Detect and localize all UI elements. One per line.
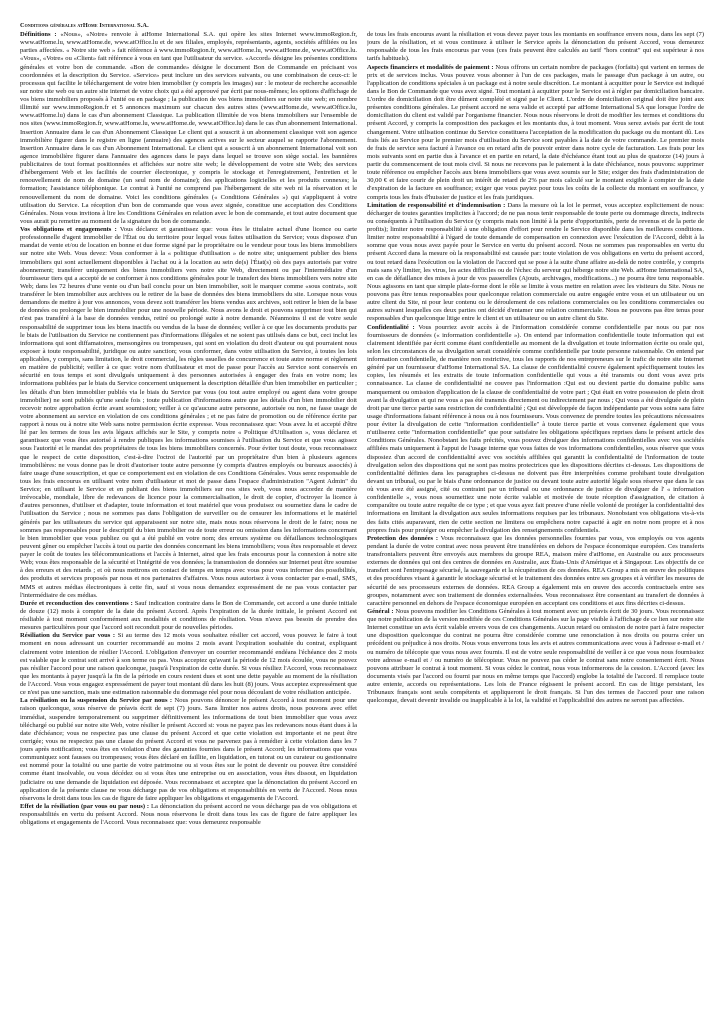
section-heading: La résiliation ou la suspension du Service par nous : xyxy=(20,697,173,705)
section-text: Nous offrons un certain nombre de packages (forfaits) qui varient en termes de prix et de services inclus. Vous pouvez vous abonner à l'un de ces packages, mais le passage d'un package à un autre, ou l'application de conditions spéciales à un package est à notre seule discrétion. Le montant à acquitter pour le Service est indiqué dans le Bon de Commande que vous avez signé. Tout montant à acquitter pour le Service est à régler par domiciliation bancaire. L'ordre de domiciliation doit être dûment complété et signé par le Client. L'ordre de domiciliation original doit être joint aux présentes conditions générales. Le présent accord ne sera valide et accepté par atHome International SA que lorsque l'ordre de domiciliation du client est validé par l'organisme financier. Nous nous réservons le droit de modifier les termes et conditions du présent Accord, y compris la composition des packages et les montants dus, à tout moment. Vous serez avisés par écrit de tout changement. Votre utilisation continue du Service constituera l'acceptation de la modification du package ou du montant dû. Les frais liés au Service pour le premier mois d'utilisation du Service sont payables à la date de votre commande. Le premier mois de frais de service sera facturé à l'avance ou en retard afin de pouvoir entrer dans notre cycle de facturation. Les frais pour les mois suivants sont en partie dus à l'avance et en partie en retard, la date d'échéance étant tout au plus de quatorze (14) jours à partir du commencement de tout mois civil. Si nous ne recevons pas le paiement à la date d'échéance, nous pouvons: supprimer toute référence ou empêcher l'accès aux biens immobiliers que vous avez soumis sur le Site; exiger des frais d'administration de 30,00 € et faire courir de plein droit un intérêt de retard de 2% par mois calculé sur le montant exigible à compter de la date d'expiration de la facture en souffrance; exiger que vous payiez pour tous les coûts de la collecte du montant en souffrance, y compris tous les frais d'huissier de justice et les frais juridiques. xyxy=(367,63,704,201)
termination-effect-section xyxy=(20,803,357,827)
duration-section xyxy=(20,600,357,633)
confidentiality-section xyxy=(367,324,704,535)
section-heading: Aspects financiers et modalités de paiement : xyxy=(367,63,494,71)
section-text: Si au terme des 12 mois vous souhaitez résilier cet accord, vous pouvez le faire à tout moment en nous adressant un courrier recommandé au moins 2 mois avant l'expiration souhaitée du contrat, expliquant clairement votre intention de résilier l'Accord. L'obligation d'envoyer un courrier recommandé endéans l'échéance des 2 mois est valable que le contrat soit arrivé à son terme ou pas. Vous acceptez qu'avant la période de 12 mois écoulée, vous ne pouvez pas résilier l'accord pour une raison quelconque, jusqu'à l'expiration de cette durée. Si vous résiliez l'Accord, vous reconnaissez que les montants à payer jusqu'à la fin de la période en cours restent dues et sont une dette payable au moment de la résiliation de l'Accord. Vous vous engagez expressément de payer tout montant dû dans les huit (8) jours. Vous acceptez expressément que ce n'est pas une sanction, mais une estimation raisonnable du dommage réel pour nous découlant de votre résiliation anticipée. xyxy=(20,632,357,697)
section-text: «Nous», «Notre» renvoie à atHome International S.A. qui opère les sites Internet www.immoRegion.fr, www.atHome.lu, www.atHome.de, www.atOffice.lu et de ses filiales, employés, représentants, agents, sociétés affiliées ou les parties affectées. « Notre site web » fait référence à www.immoRegion.fr, www.atHome.lu, www.atHome.de, www.atOffice.lu. «Vous», «Votre» ou «Client» fait référence à vous en tant que l'utilisateur du service. «Accord» désigne les présentes conditions générales et votre bon de commande. «Bon de commande» désigne le document Bon de Commande en précisant vos coordonnées et la description du Service. «Service» peut inclure un des services suivants, ou une combinaison de ceux-ci: le processus qui facilite le téléchargement de votre bien immobilier (y compris les images) sur : le moteur de recherche accessible sur notre site web ou un autre site internet de votre choix qui a été approuvé par écrit par nous-mêmes; les options d'affichage de vos biens immobiliers proposés à l'unité ou en package ; la publication de vos biens immobiliers sur notre site web; en nombre illimité sur www.immoRegion.fr et 5 annonces maximum sur chacun des autres sites (www.atHome.de, www.atOffice.lu, www.atHome.lu) dans le cas d'un abonnement Classique. La publication illimitée de vos biens immobiliers sur l'ensemble de nos sites (www.immoRegion.fr, www.atHome.lu, www.atHome.de, www.atOffice.lu) dans le cas d'un abonnement International. Insertion Annuaire dans le cas d'un Abonnement Classique Le client qui a souscrit à un abonnement classique voit son agence immobilière figurer dans le registre en ligne (annuaire) des agences actives sur le secteur auquel se rapporte l'abonnement. Insertion Annuaire dans le cas d'un Abonnement International. Le client qui a souscrit à un abonnement International voit son agence immobilière figurer dans l'annuaire des agences dans le pays dans lequel se trouve son siège social. les bannières publicitaires de tout format positionnées et affichées sur notre site web; le développement de votre site Web; des services d'hébergement Web et les facilités de courrier électronique, y compris le stockage et l'enregistrement, l'entretien et le renouvellement de nom de domaine (un seul nom de domaine); des applications logicielles et les produits connexes; la formation; l'assistance téléphonique. Le contrat à l'unité ne comprend pas l'hébergement de site web ni la réservation et le renouvellement du nom de domaine. Voici les conditions générales (« Conditions Générales ») qui s'appliquent à votre utilisation du Service. La réception d'un bon de commande que vous avez signée, constitue une acceptation des Conditions Générales. Nous vous invitons à lire les Conditions Générales en relation avec le bon de commande, et tout autre document que vous aurait pu remettre au moment de la signature du bon de commande. xyxy=(20,31,357,225)
section-text: de tous les frais encourus avant la résiliation et vous devez payer tous les montants en souffrance envers nous, dans les sept (7) jours de la résiliation, et si vous continuez à utiliser le Service après la dénonciation du présent Accord, vous demeurez responsable de tous les frais encourus par vous (ces frais peuvent être calculés au tarif "hors contrat" qui est supérieur à nos tarifs habituels). xyxy=(367,31,704,63)
section-heading: Général : xyxy=(367,607,394,615)
section-text: Nous pouvons dénoncer le présent Accord à tout moment pour une raison quelconque, sous réserve de préavis écrit de sept (7) jours. Sans limiter nos autres droits, nous pouvons avec effet immédiat, suspendre temporairement ou supprimer définitivement les informations de tout bien immobilier que vous avez téléchargé ou publié sur notre site Web, votre résilier le présent Accord si: vous ne payez pas les redevances nous étant dues à la date d'échéance; vous ne respectez pas une clause du présent Accord et que cette violation est importante et ne peut être corrigée; vous ne respectez pas une clause du présent Accord et vous ne parvenez pas à remédier à cette violation dans les 7 jours après notification; vous êtes en violation d'une des garanties fournies dans le présent Accord; les informations que vous communiquez sont fausses ou trompeuses; vous êtes déclaré en faillite, en liquidation, en tutorat ou un curateur ou gestionnaire est nommé pour la totalité ou une partie de votre patrimoine ou si vous êtes sur le point de devenir ou pouvez être considéré comme étant insolvable, ou vous décédez ou si vous êtes une entreprise ou en association, vous êtes dissout, en liquidation judiciaire ou une demande de liquidation est déposée. Vous reconnaissez et acceptez que la dénonciation du présent Accord en application de la présente clause ne vous décharge pas de vos obligations et responsabilités en vertu de l'Accord. Nous nous réservons le droit dans tous les cas de figure de faire appliquer les obligations et engagements de l'Accord. xyxy=(20,697,357,802)
left-column xyxy=(20,31,357,1021)
section-heading: Vos obligations et engagements : xyxy=(20,226,117,233)
section-text: Vous déclarez et garantissez que: vous êtes le titulaire actuel d'une licence ou carte professionnelle d'agent immobilier de l'État ou du territoire pour lequel vous faites utilisation du Service; vous disposez d'un mandat de vente et/ou de location en bonne et due forme signé par le propriétaire ou le vendeur pour tous les biens immobiliers sur notre site Web. Vous devez: Vous conformer à la « politique d'utilisation » de notre site; uniquement publier des biens immobiliers qui sont actuellement disponibles à l'achat ou à la location au sein de(s) l'État(s) où des pays autorisés par votre abonnement; transférer uniquement des biens immobiliers vers notre site Web, directement ou par l'intermédiaire d'un fournisseur tiers qui a accepté de se conformer à nos conditions générales pour le transfert des biens immobiliers vers notre site Web; dans les 72 heures d'une vente ou d'un bail conclu pour un bien immobilier, soit le marquer comme «sous contrat», soit transférer le bien immobilier aux archives ou le retirer de la base de données des biens immobiliers du site. Lorsque nous vous demandons de mettre à jour vos annonces, vous devez soit transférer les biens vendus aux archives, soit retirer le bien de la base de données ou prolonger le bien immobilier pour une nouvelle période. Nous avons le droit et pouvons supprimer tout bien qui n'est pas transféré à la base de données vendus, retiré ou prolongé suite à notre demande. Néanmoins il est de votre seule responsabilité de supprimer tous les biens inactifs ou vendus de la base de données; veiller à ce que les documents produits par le biais de l'utilisation du Service ne contiennent pas d'informations illégales et ne soient pas utilisés dans ce but, ceci inclut les informations qui sont diffamatoires, mensongères ou trompeuses, qui sont en violation du droit d'auteur ou qui pourraient nous exposer à toute responsabilité, juridique ou autre sanction; vous conformer, dans votre utilisation du Service, à toutes les lois applicables, y compris, sans limitation, le droit commercial, les règles usuelles de concurrence et toute autre norme et règlement en matière de publicité; veiller à ce que: votre nom d'utilisateur et mot de passe pour l'accès au Service sont conservés en sécurité en tous temps et sont divulgués uniquement à des personnes autorisées à engager des frais en votre nom; les informations publiées par le biais du Service concernent uniquement la description détaillée d'un bien immobilier en particulier ; les détails d'un bien immobilier publiés via le biais du Service par vous (ou tout autre employé ou agent dans votre groupe immobilier) ne sont publiés qu'une seule fois ; toute publication d'informations autre que les détails d'un bien immobilier doit recevoir notre approbation écrite avant soumission; veiller à ce qu'aucune autre personne, autorisée ou non, ne fasse usage de votre abonnement au service en violation de ces conditions générales ; et ne pas faire de promotion ou de référence écrite par rapport à nous ou à notre site Web sans notre permission écrite expresse. Vous reconnaissez que: Vous avez lu et accepté d'être lié par les termes de tous les avis légaux affichés sur le Site, y compris notre « Politique d'Utilisation », vous déclarez et garantissez que vous êtes autorisé à rendre publiques les informations soumises à l'utilisation du Service et que vous agissez sous l'autorité et le mandat des propriétaires de tous les biens immobiliers concernés. Pour éviter tout doute, vous reconnaissez que le respect de cette disposition, c'est-à-dire l'octroi de l'autorité par un propriétaire d'un bien à plusieurs agences immobilières: ne vous donne pas le droit d'autoriser toute autre personne (y compris d'autres employés ou bureaux associés) à faire usage d'une souscription, et que ce comportement est en violation de ces Conditions Générales. Vous serez responsable de tous les frais encourus en utilisant votre nom d'utilisateur et mot de passe dans l'espace d'administration "Agent Admin" du Service; en utilisant le Service et en publiant des biens immobiliers sur nos sites web, vous nous accordez de manière irrévocable, mondiale, libre de redevances de licence pour la commercialisation, le droit de copier, d'octroyer la licence à d'autres personnes, d'utiliser et d'adapter, toute information et tout matériel que vous produisez ou soumettez dans le cadre de l'utilisation du Service ; nous ne sommes pas dans l'obligation de surveiller ou de censurer les informations et le matériel générés par les utilisateurs du service qui apparaissent sur notre site, mais nous nous réservons le droit de le faire; nous ne sommes pas responsables pour le descriptif du bien immobilier ou de toute erreur ou omission dans les informations concernant le bien immobilier que vous publiez ou qui a été publié en votre nom; des erreurs système ou défaillances technologiques peuvent gêner ou empêcher l'accès à tout ou partie des données concernant les biens immobiliers; vous êtes responsable et devez payer le coût de toutes les télécommunications et l'accès à Internet, ainsi que les frais encourus pour la connexion à notre site Web; vous êtes responsable de la sécurité et l'intégrité de vos données; la transmission de données sur Internet peut être soumise à des erreurs et des retards ; et où nous mettrons en contact de temps en temps avec vous pour vous informer des possibilités, des produits et services proposés par nous et nos partenaires d'affaires. Vous nous autorisez à vous contacter par e-mail, SMS, MMS et autres médias électroniques à cette fin, sauf si vous nous demandez expressément de ne pas vous contacter par l'intermédiaire de ces médias. xyxy=(20,226,357,599)
section-text: Nous pouvons modifier les Conditions Générales à tout moment avec un préavis écrit de 30 jours. Vous reconnaissez que notre publication de la version modifiée de ces Conditions Générales sur la page visible à l'affichage de ce lien sur notre site Internet constitue un avis écrit valable envers vous de ces changements. Aucun retard ou omission de notre part à faire respecter une disposition quelconque du contrat ne pourra être considérée comme une renonciation à nos droits ou pourra créer un précédent ou préjudice à nos droits. Nous vous enverrons tous les avis et autres communications avec vous à l'adresse e-mail et / ou numéro de télécopie que vous nous avez fournis. Il est de votre seule responsabilité de veiller à ce que vous nous fournissiez votre adresse e-mail et / ou numéro de télécopieur. Vous ne pouvez pas céder le contrat sans notre consentement écrit. Nous pouvons attribuer le contrat à tout moment. Si vous cédez le contrat, nous vous informerons de la cession. L'Accord (avec les documents visés par l'accord ou fourni par nous en même temps que l'accord) englobe la totalité de l'accord. Il remplace toute autre entente, accords ou représentations. Les lois de France régissent le présent accord. En cas de litige persistant, les Tribunaux français sont seuls compétents et appliqueront le droit français. Si l'un des termes de l'accord pour une raison quelconque, devait devenir invalide ou inapplicable à la loi, la validité et l'applicabilité des autres ne seront pas affectées. xyxy=(367,607,704,705)
right-column xyxy=(367,31,704,1021)
section-heading: Limitation de responsabilité et d'indemnisation : xyxy=(367,201,506,209)
section-heading: Confidentialité : xyxy=(367,323,415,331)
data-protection-section xyxy=(367,535,704,608)
section-text: Vous reconnaissez que les données personnelles fournies par vous, vos employés ou vos agents pendant la durée de votre contrat avec nous peuvent être transférées en dehors de l'espace économique européen. Ces transferts transfrontaliers peuvent être envoyés aux membres du groupe REA, maison mère d'atHome, en Australie ou aux processeurs externes de données qui ont des centres de données en Australie, aux États-Unis d'Amérique et à Singapour. Les objectifs de ce transfert sont l'entreposage sécurisé, la sauvegarde et la récupération de ces données. REA Group a mis en œuvre des politiques et des procédures visant à garantir le stockage sécurisé et le traitement des données entre ses groupes et à vérifier les mesures de sécurité de ses processeurs externes de données. REA Group a également mis en œuvre des accords contractuels entre ses groupes, notamment avec son traitement de données externalisées. Vous reconnaissez être consentant au transfert de données à caractère personnel en dehors de l'espace économique européen en acceptant ces conditions et aux fins décrites ci-dessus. xyxy=(367,534,704,607)
financial-section xyxy=(367,64,704,202)
obligations-section xyxy=(20,226,357,600)
section-heading: Durée et reconduction des conventions : xyxy=(20,599,133,607)
termination-continuation xyxy=(367,31,704,64)
termination-by-client-section xyxy=(20,632,357,697)
liability-section xyxy=(367,202,704,324)
definitions-section xyxy=(20,31,357,226)
section-text: Dans la mesure où la loi le permet, vous acceptez explicitement de nous: décharger de toutes garanties implicites à l'accord; de ne pas nous tenir responsable de toute perte ou dommage directs, indirects ou conséquents à l'utilisation du Service (y compris mais non limité à la perte d'opportunités, perte de revenus et de la perte de profits); limiter notre responsabilité à une obligation d'effort pour rendre le Service disponible dans les meilleures conditions. limiter notre responsabilité à l'égard de toute demande de compensation en connexion avec l'exécution de l'Accord, débit à la somme que vous nous avez payée pour le Service en vertu du présent accord. Nous ne sommes pas responsables en vertu du présent Accord dans la mesure où la responsabilité est causée par: toute violation de vos obligations en vertu du présent accord, ou tout retard dans l'exécution ou la violation de l'accord qui se pose à la suite d'une affaire au-delà de notre contrôle, y compris mais sans s'y limiter, les virus, les actes difficiles ou de l'échec du serveur qui héberge notre site Web. atHome International SA, en cas de défaillance des mises à jour de vos passerelles (Ajouts, archivages, modifications...) ne pourra être tenu responsable. Nous agissons en tant que simple plate-forme dont le rôle se limite à vous mettre en relation avec les visiteurs du Site. Nous ne pouvons pas être tenus responsables pour quelconque relation commerciale ou autre engagée entre vous et un utilisateur ou un autre client du Site, ni pour leur contenu ou le déroulement de ces relations commerciales ou les conditions commerciales ou autres suivant lesquelles ces deux parties ont décidé d'entamer une relation commerciale. Nous ne pouvons pas être tenus pour responsables d'un quelconque litige entre le client et un utilisateur ou un autre client du Site. xyxy=(367,201,704,323)
section-text: Sauf indication contraire dans le Bon de Commande, cet accord a une durée initiale de douze (12) mois à compter de la date du présent Accord. Après l'expiration de la durée initiale, le présent Accord est résiliable à tout moment conformément aux modalités et conditions de résiliation. Vous n'avez pas besoin de prendre des mesures particulières pour que l'accord soit reconduit pour de nouvelles périodes. xyxy=(20,599,357,632)
section-heading: Résiliation du Service par vous : xyxy=(20,632,116,640)
document-title: Conditions générales atHome International S.A. xyxy=(20,22,149,29)
section-heading: Protection des données : xyxy=(367,534,439,542)
section-heading: Effet de la résiliation (par vous ou par nous) : xyxy=(20,802,150,810)
section-heading: Définitions : xyxy=(20,31,57,38)
termination-by-provider-section xyxy=(20,697,357,803)
general-section xyxy=(367,608,704,706)
two-column-text xyxy=(20,31,704,1021)
section-text: La dénonciation du présent accord ne vous décharge pas de vos obligations et responsabilités en vertu du présent Accord. Nous nous réservons le droit dans tous les cas de figure de faire appliquer les obligations et engagements de l'Accord. Vous reconnaissez que: vous demeurez responsable xyxy=(20,802,357,827)
section-text: Vous pourriez avoir accès à de l'information considérée comme confidentielle par nous ou par nos fournisseurs de données (« information confidentielle »). On entend par information confidentielle toute information qui est clairement identifiée par écrit comme étant confidentielle au moment de la divulgation et toute information écrite ou orale qui, selon les circonstances de sa divulgation serait considérée comme confidentielle par toute personne raisonnable. On entend par information confidentielle, de manière non restrictive, tous les rapports de nos entrepreneurs sur le trafic de notre site Internet généré par un fournisseur d'atHome International SA. La clause de confidentialité couvre également spécifiquement toutes les copies, les résumés et les extraits de toute information confidentielle qui vous a été transmis ou dont vous avez pris connaissance. La clause de confidentialité ne couvre pas l'information :Qui est ou devient partie du domaine public sans manquement ou omission d'application de la clause de confidentialité de votre part ; Qui était en votre possession de plein droit avant la divulgation et qui ne vous a pas été transmis directement ou indirectement par nous ; Qui vous a été divulguée de plein droit par une tierce partie sans restriction de confidentialité ; Qui est développée de façon indépendante par vous soins sans faire usage d'informations faisant référence à nous ou à nos fournisseurs. Vous convenez de prendre toutes les précautions nécessaires pour éviter la divulgation de cette "information confidentielle" à toute tierce partie et vous convenez également que vous n'utiliserez cette "information confidentielle" que pour satisfaire les obligations spécifiques reprises dans le présent article des Conditions Générales. Nonobstant les faits précités, vous pouvez divulguer des informations confidentielles avec vos sociétés affiliées mais uniquement à l'appui de l'usage interne que vous faites de vos informations confidentielles, sous réserve que vous disposiez d'un accord de confidentialité avec vos sociétés affiliées qui garantit la confidentialité de l'information de toute divulgation selon des dispositions qui ne sont pas moins protectrices que les dispositions décrites ci-dessus. Les dispositions de confidentialité définies dans les paragraphes ci-dessus ne doivent pas être interprétées comme prohibant toute divulgation devant un tribunal, ou par le biais d'une ordonnance de justice ou devant toute autre autorité légale sous réserve que dans le cas où vous avez été assigné, cité ou contraint par un tribunal ou une ordonnance de justice de divulguer de l' « information confidentielle », vous nous soumettiez une note écrite valable et motivée de toute réception d'assignation, de citation à comparaître ou toute autre requête de ce type ; et que vous ayez fait preuve d'une réelle volonté de protéger la confidentialité des informations en limitant la divulgation aux seules informations requises par les tribunaux. Nonobstant vos obligations vis-à-vis des faits cités auparavant, rien de cette section ne limitera ou empêchera notre capacité à agir en notre nom propre et à nos propres frais pour protéger ou empêcher la divulgation des renseignements confidentiels. xyxy=(367,323,704,534)
